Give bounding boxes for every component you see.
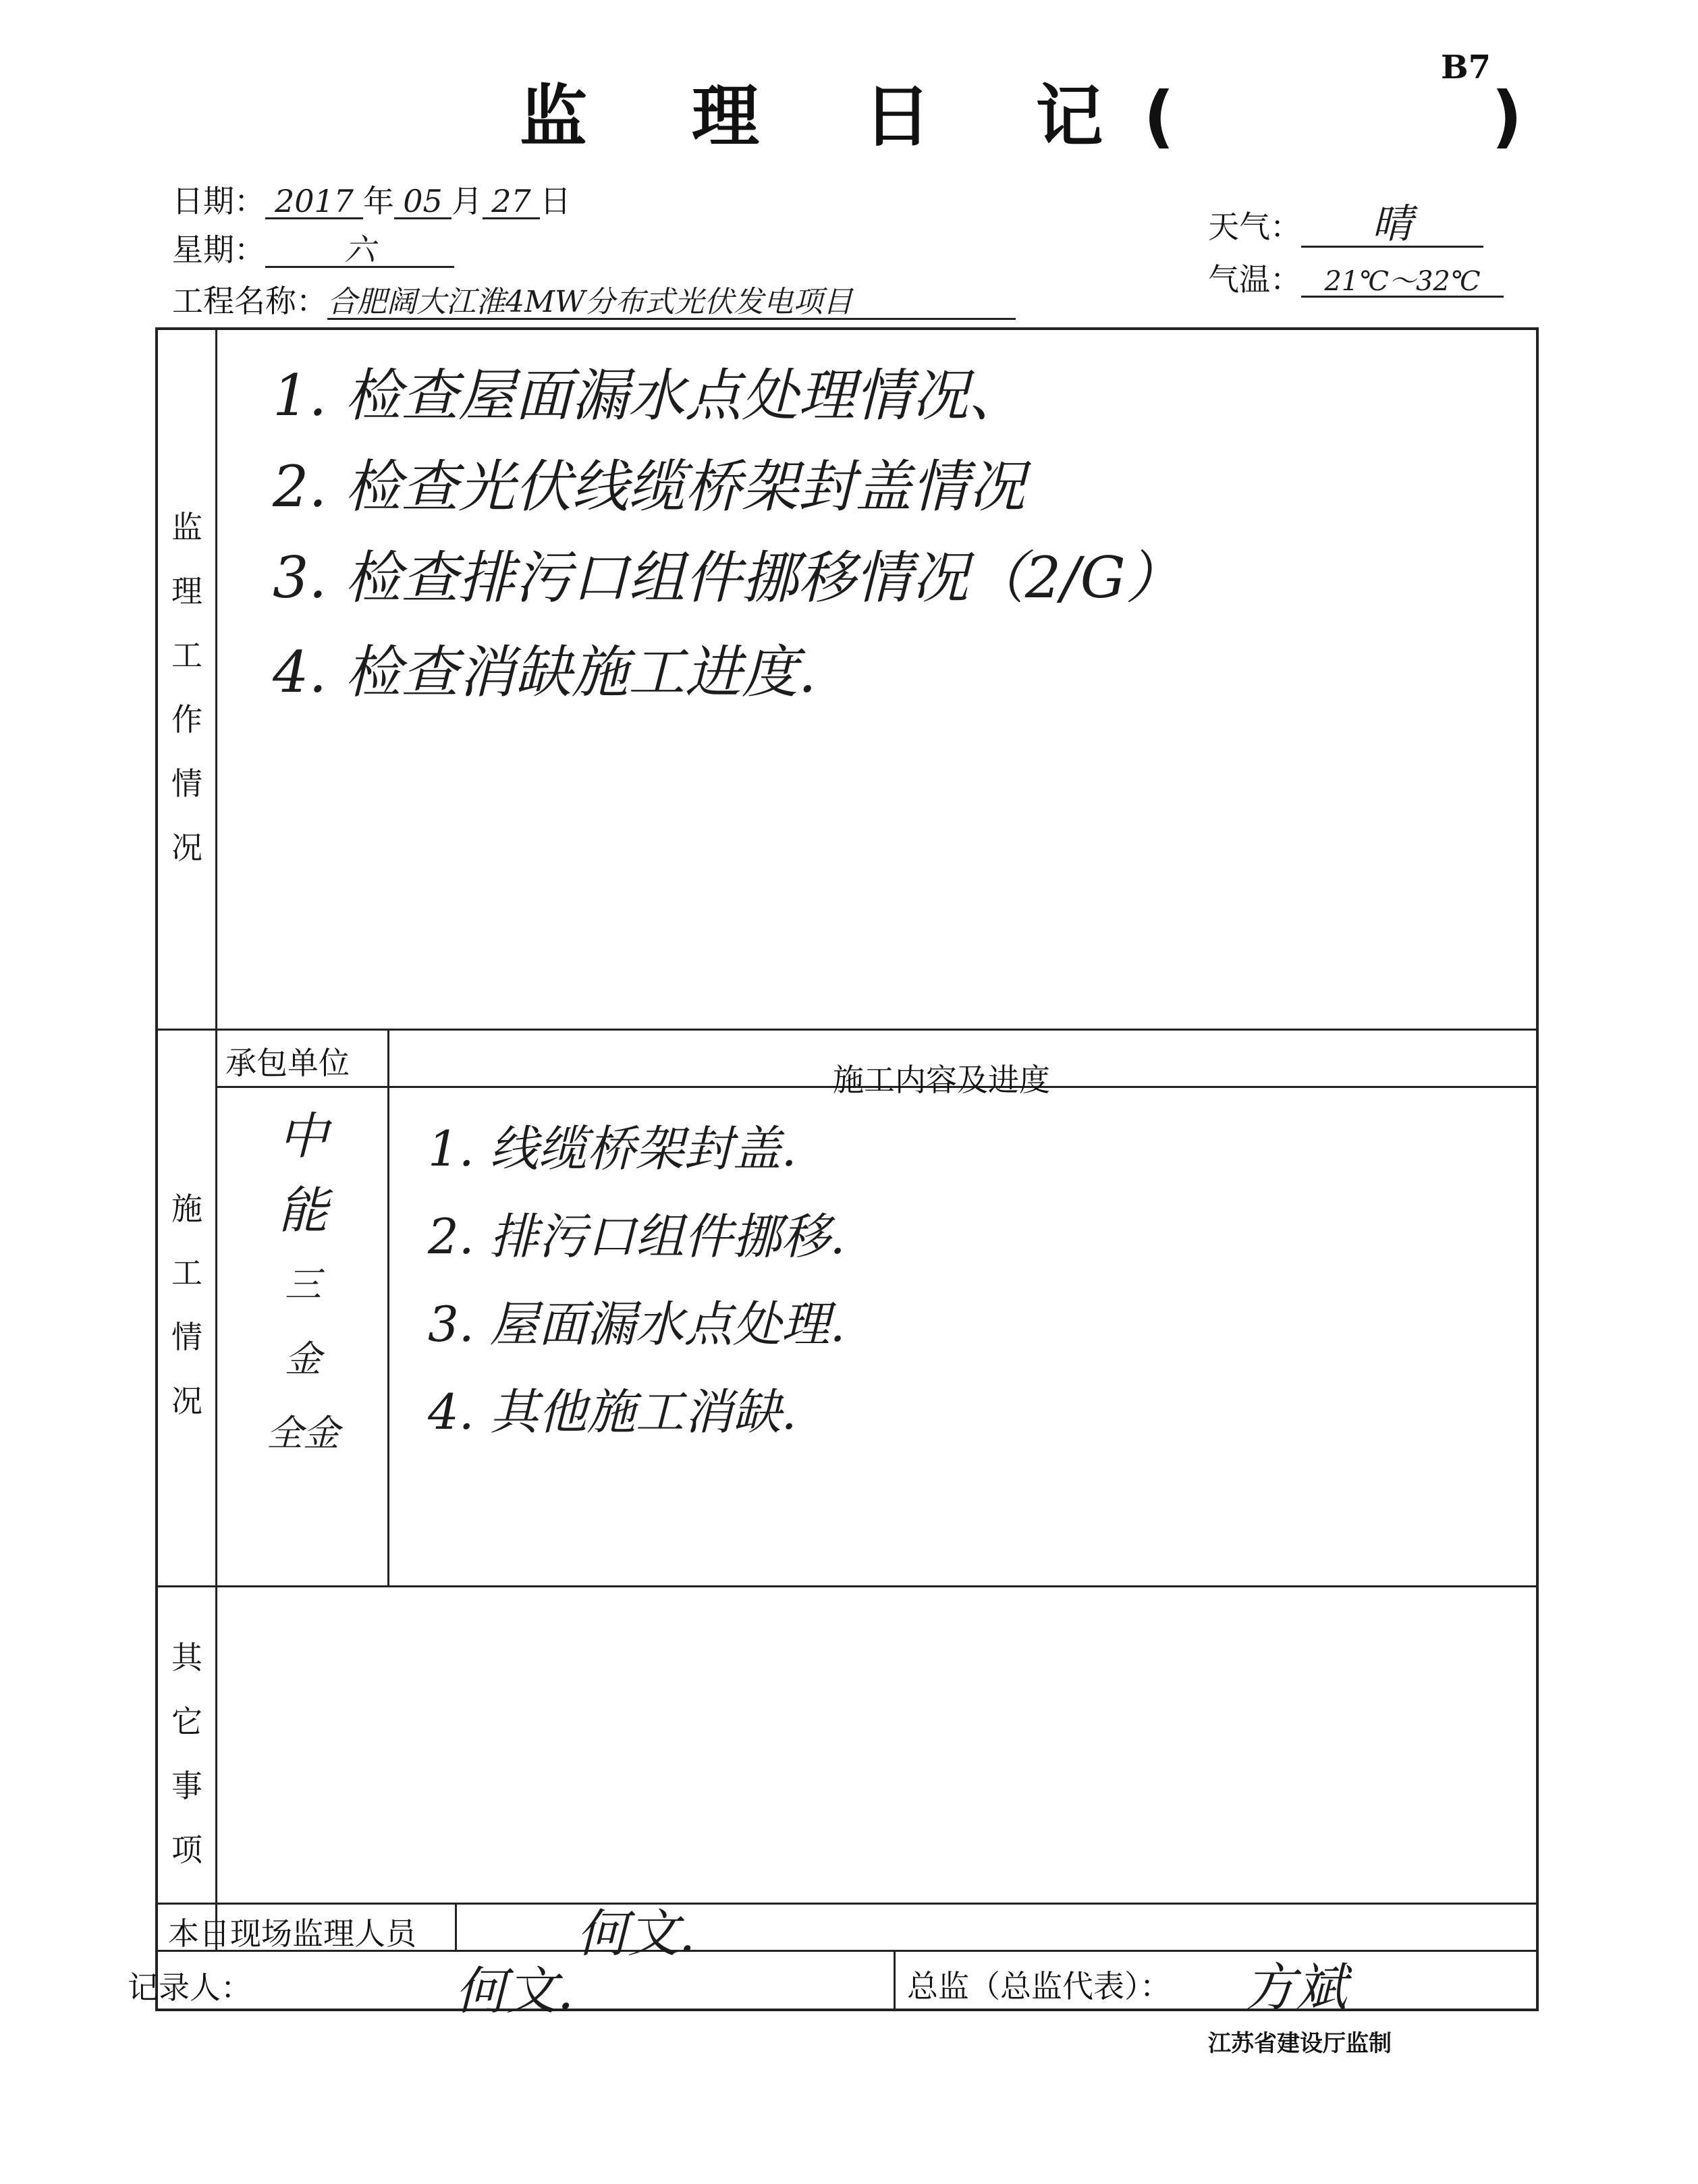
supervision-item: 2. 检查光伏线缆桥架封盖情况 (273, 454, 1025, 520)
staff-label-divider (455, 1903, 457, 1950)
onsite-staff-label: 本日现场监理人员 (168, 1915, 416, 1952)
section-divider-3 (158, 1903, 1536, 1905)
weather-label: 天气： (1208, 209, 1301, 245)
onsite-staff-signature: 何文. (576, 1903, 696, 1963)
issuer-note: 江苏省建设厅监制 (1208, 2030, 1392, 2057)
weekday-label: 星期： (172, 231, 265, 268)
supervision-item: 3. 检查排污口组件挪移情况（2/G） (273, 545, 1182, 611)
construction-item: 1. 线缆桥架封盖. (428, 1120, 797, 1177)
section-divider-2 (158, 1585, 1536, 1587)
recorder-divider (894, 1950, 896, 2009)
diary-table (128, 327, 1539, 2021)
project-name-value: 合肥阔大江淮4MW分布式光伏发电项目 (327, 287, 1016, 320)
supervision-item: 1. 检查屋面漏水点处理情况、 (273, 362, 1025, 429)
construction-item: 2. 排污口组件挪移. (428, 1208, 846, 1265)
page-title (520, 62, 1523, 159)
recorder-label: 记录人： (128, 1969, 252, 2006)
year-unit: 年 (363, 183, 394, 219)
supervision-item: 4. 检查消缺施工进度. (273, 639, 817, 705)
date-row (172, 177, 571, 221)
weekday-row (172, 225, 454, 270)
content-header: 施工内容及进度 (833, 1062, 1050, 1098)
date-label: 日期： (172, 183, 265, 219)
month-unit: 月 (451, 183, 483, 219)
recorder-signature: 何文. (455, 1961, 574, 2021)
temperature-value: 21℃～32℃ (1301, 267, 1504, 298)
other-matters-label: 其 它 事 项 (171, 1639, 202, 1868)
weather-row (1208, 202, 1483, 248)
chief-supervisor-label: 总监（总监代表）： (907, 1968, 1171, 2004)
temperature-row (1208, 255, 1504, 300)
label-column-divider (215, 330, 217, 1950)
project-label: 工程名称： (172, 283, 327, 319)
year-value: 2017 (265, 185, 363, 219)
form-code: B7 (1441, 49, 1491, 86)
project-row (172, 277, 1016, 321)
chief-supervisor-signature: 方斌 (1244, 1957, 1347, 2017)
supervision-work-label: 监 理 工 作 情 况 (171, 509, 202, 866)
temperature-label: 气温： (1208, 261, 1301, 298)
construction-item: 3. 屋面漏水点处理. (428, 1296, 846, 1353)
title-text: 监 理 日 记( (520, 77, 1215, 156)
contractor-unit-value: 中 能 三 金 全金 (267, 1108, 339, 1454)
section-divider-1 (158, 1029, 1536, 1031)
unit-column-divider (387, 1029, 389, 1585)
unit-header: 承包单位 (225, 1045, 350, 1081)
title-close: ) (1491, 77, 1523, 156)
weather-value: 晴 (1301, 203, 1483, 248)
day-value: 27 (483, 185, 540, 219)
day-unit: 日 (540, 183, 571, 219)
weekday-value: 六 (265, 234, 454, 268)
month-value: 05 (394, 185, 451, 219)
construction-label: 施 工 情 况 (171, 1191, 202, 1419)
construction-item: 4. 其他施工消缺. (428, 1384, 797, 1440)
